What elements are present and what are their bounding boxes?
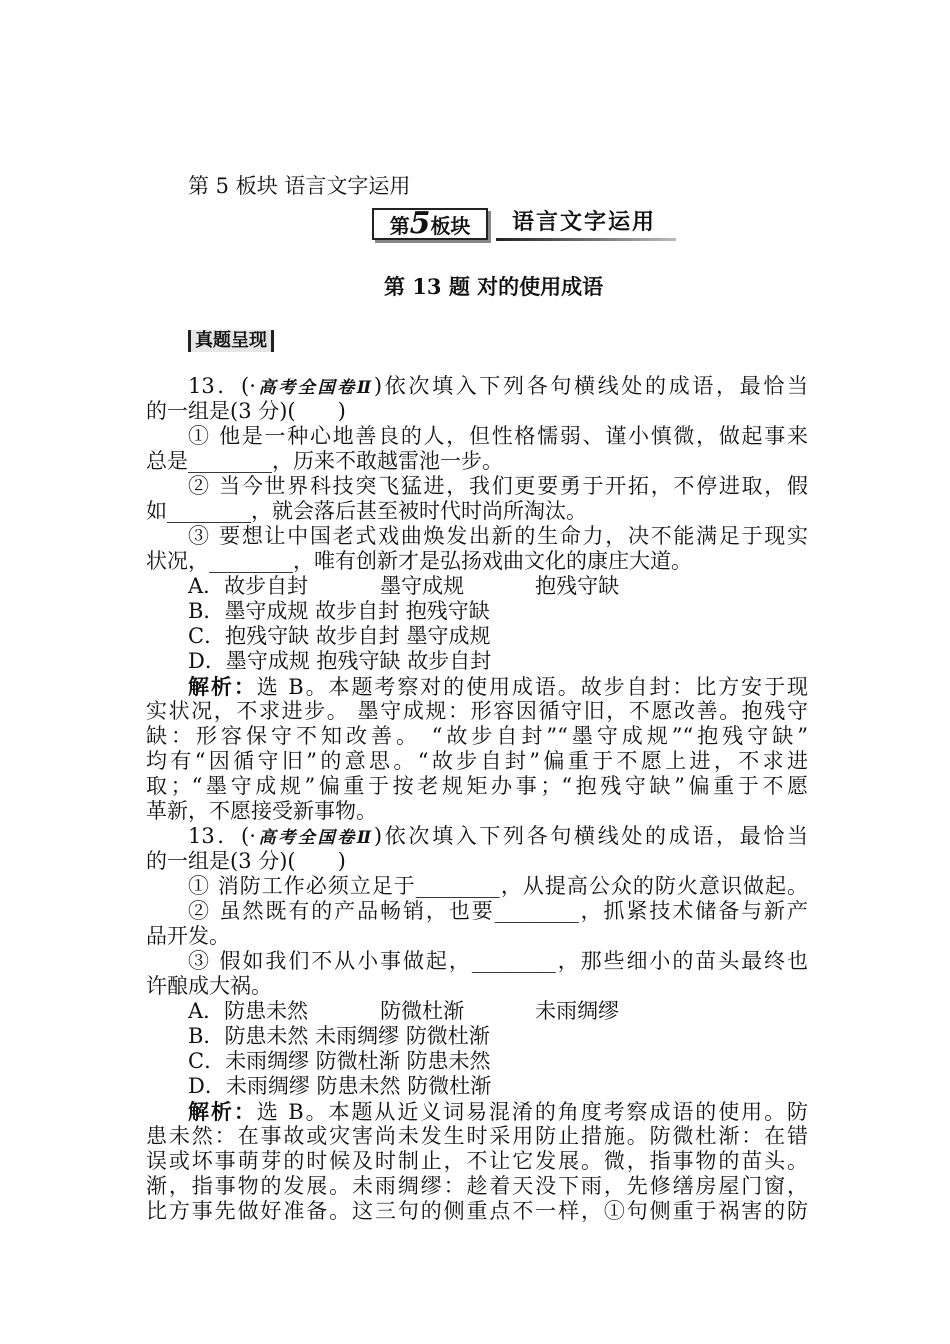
q1-analysis-line5: 取；“墨守成规”偏重于按老规矩办事；“抱残守缺”偏重于不愿: [146, 774, 808, 798]
q1-option-a: [188, 574, 619, 599]
q1-analysis-line2: 实状况，不求进步。 墨守成规：形容因循守旧，不愿改善。抱残守: [146, 699, 808, 723]
option-item: 故步自封: [315, 624, 400, 648]
q2-analysis-line4: 渐，指事物的发展。未雨绸缪：趁着天没下雨，先修缮房屋门窗，: [146, 1174, 808, 1198]
banner-name: 语言文字运用: [512, 209, 657, 235]
q1-stem-line1: [188, 374, 808, 401]
analysis-text: 选 B。本题从近义词易混淆的角度考察成语的使用。防: [256, 1100, 808, 1124]
option-item: 抱残守缺: [405, 599, 490, 623]
option-item: 防微杜渐: [405, 1024, 490, 1048]
q1-sentence3-line2: 状况，________，唯有创新才是弘扬戏曲文化的康庄大道。: [146, 549, 692, 573]
q1-stem-text: )依次填入下列各句横线处的成语，最恰当: [373, 374, 808, 398]
option-item: 未雨绸缪: [315, 1024, 400, 1048]
q1-analysis-line1: [188, 674, 808, 700]
option-label: B．: [188, 599, 225, 623]
q1-sentence2-line2: 如________，就会落后甚至被时代时尚所淘汰。: [146, 499, 587, 523]
banner-underline: [496, 238, 676, 241]
option-label: A．: [188, 574, 225, 598]
q2-option-b: [188, 1024, 490, 1049]
option-item: 未雨绸缪: [225, 1049, 310, 1073]
option-label: B．: [188, 1024, 225, 1048]
banner-box: [372, 208, 488, 240]
q1-sentence1-line2: 总是________，历来不敢越雷池一步。: [146, 449, 503, 473]
q2-sentence1-line1: ① 消防工作必须立足于________，从提高公众的防火意识做起。: [188, 874, 808, 898]
option-label: D．: [188, 1074, 226, 1098]
option-item: 防微杜渐: [407, 1074, 492, 1098]
q2-stem-line1: [188, 824, 808, 851]
option-item: 防患未然: [406, 1049, 491, 1073]
q2-sentence2-line1: ② 虽然既有的产品畅销，也要________，抓紧技术储备与新产: [188, 899, 808, 923]
q2-sentence3-line2: 许酿成大祸。: [146, 974, 272, 998]
option-item: 墨守成规: [380, 574, 465, 598]
q1-option-d: [188, 649, 491, 674]
q2-option-a: [188, 999, 619, 1024]
q2-sentence3-line1: ③ 假如我们不从小事做起，________，那些细小的苗头最终也: [188, 949, 808, 973]
option-item: 防患未然: [224, 999, 309, 1023]
q2-sentence2-line2: 品开发。: [146, 924, 230, 948]
option-item: 抱残守缺: [316, 649, 401, 673]
q1-sentence2-line1: ② 当今世界科技突飞猛进，我们更要勇于开拓，不停进取，假: [188, 474, 808, 498]
q2-analysis-line5: 比方事先做好准备。这三句的侧重点不一样，①句侧重于祸害的防: [146, 1199, 808, 1223]
option-item: 故步自封: [224, 574, 309, 598]
option-item: 墨守成规: [406, 624, 491, 648]
banner-suffix: 板块: [430, 214, 471, 238]
q1-stem-line2: 的一组是(3 分)( ): [146, 399, 346, 423]
q1-sentence1-line1: ① 他是一种心地善良的人，但性格懦弱、谨小慎微，做起事来: [188, 424, 808, 448]
q2-stem-text: )依次填入下列各句横线处的成语，最恰当: [373, 824, 808, 848]
option-item: 故步自封: [407, 649, 492, 673]
banner-number: 5: [409, 206, 431, 241]
option-label: C．: [188, 1049, 226, 1073]
option-item: 墨守成规: [225, 649, 310, 673]
section-banner: [372, 208, 678, 240]
q1-analysis-line3: 缺：形容保守不知改善。 “故步自封”“墨守成规”“抱残守缺”: [146, 724, 808, 748]
option-item: 抱残守缺: [535, 574, 620, 598]
option-item: 未雨绸缪: [535, 999, 620, 1023]
q2-stem-prefix: 13．(·: [188, 824, 256, 848]
option-item: 抱残守缺: [225, 624, 310, 648]
q2-analysis-line1: [188, 1099, 808, 1125]
q1-stem-prefix: 13．(·: [188, 374, 256, 398]
option-item: 防微杜渐: [315, 1049, 400, 1073]
q2-option-c: [188, 1049, 490, 1074]
q1-option-c: [188, 624, 490, 649]
q2-stem-line2: 的一组是(3 分)( ): [146, 849, 346, 873]
q1-analysis-line6: 革新，不愿接受新事物。: [146, 799, 377, 823]
question-title: 第 13 题 对的使用成语: [384, 274, 604, 299]
option-item: 防患未然: [316, 1074, 401, 1098]
option-label: C．: [188, 624, 226, 648]
q1-analysis-line4: 均有“因循守旧”的意思。“故步自封”偏重于不愿上进，不求进: [146, 749, 808, 773]
analysis-text: 选 B。本题考察对的使用成语。故步自封：比方安于现: [256, 675, 808, 699]
option-label: D．: [188, 649, 226, 673]
q2-option-d: [188, 1074, 491, 1099]
option-item: 故步自封: [315, 599, 400, 623]
q1-source: 高考全国卷Ⅱ: [255, 378, 374, 398]
analysis-label: 解析：: [188, 674, 257, 699]
plain-section-title: 第 5 板块 语言文字运用: [188, 174, 411, 198]
section-tag: 真题呈现: [188, 330, 274, 352]
option-item: 防患未然: [224, 1024, 309, 1048]
banner-prefix: 第: [389, 214, 410, 238]
q1-option-b: [188, 599, 490, 624]
option-label: A．: [188, 999, 225, 1023]
option-item: 防微杜渐: [380, 999, 465, 1023]
q2-analysis-line2: 患未然：在事故或灾害尚未发生时采用防止措施。防微杜渐：在错: [146, 1124, 808, 1148]
option-item: 墨守成规: [224, 599, 309, 623]
analysis-label: 解析：: [188, 1099, 257, 1124]
q2-analysis-line3: 误或坏事萌芽的时候及时制止，不让它发展。微，指事物的苗头。: [146, 1149, 808, 1173]
q2-source: 高考全国卷Ⅱ: [255, 828, 374, 848]
option-item: 未雨绸缪: [225, 1074, 310, 1098]
q1-sentence3-line1: ③ 要想让中国老式戏曲焕发出新的生命力，决不能满足于现实: [188, 524, 808, 548]
